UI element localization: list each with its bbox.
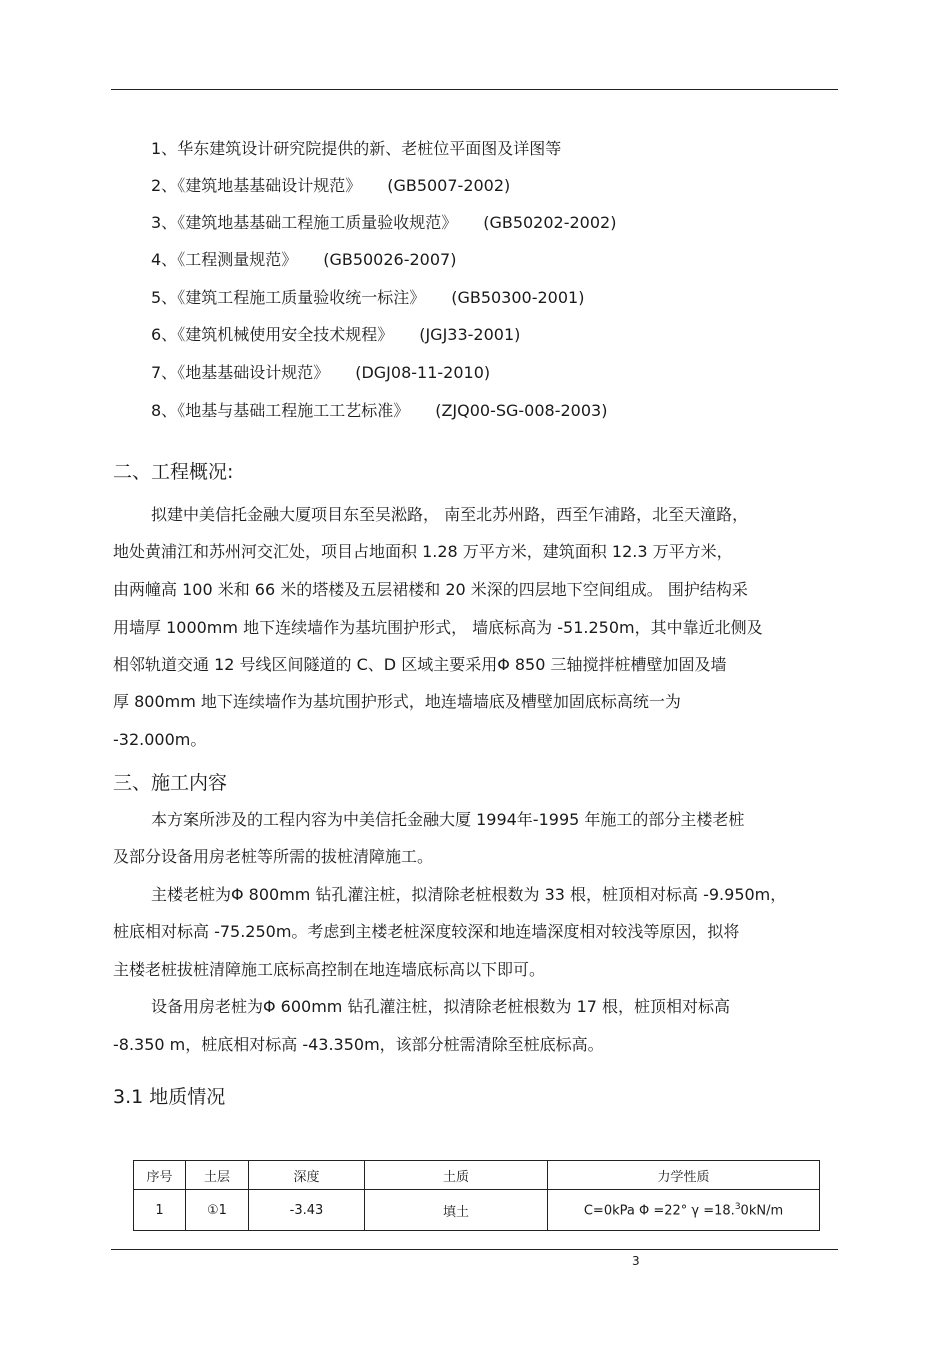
paragraph-line: 相邻轨道交通 12 号线区间隧道的 C、D 区域主要采用Φ 850 三轴搅拌桩槽壁加固及墙 — [113, 655, 727, 674]
geology-table — [133, 1160, 820, 1231]
reference-item: 4、《工程测量规范》 (GB50026-2007) — [151, 250, 457, 269]
paragraph-line: -32.000m。 — [113, 730, 207, 749]
paragraph-line: 本方案所涉及的工程内容为中美信托金融大厦 1994年-1995 年施工的部分主楼老桩 — [151, 810, 745, 829]
table-header-cell: 序号 — [134, 1161, 186, 1190]
paragraph-line: 桩底相对标高 -75.250m。考虑到主楼老桩深度较深和地连墙深度相对较浅等原因，拟将 — [113, 922, 740, 941]
paragraph-line: 主楼老桩为Φ 800mm 钻孔灌注桩，拟清除老桩根数为 33 根，桩顶相对标高 -9.950m， — [151, 885, 787, 904]
table-cell: C=0kPa Φ =22° γ =18.$^3$0kN/m — [548, 1190, 820, 1231]
reference-item: 3、《建筑地基基础工程施工质量验收规范》 (GB50202-2002) — [151, 213, 617, 232]
paragraph-line: 用墙厚 1000mm 地下连续墙作为基坑围护形式， 墙底标高为 -51.250m，其中靠近北侧及 — [113, 618, 763, 637]
table-header-cell: 土质 — [365, 1161, 548, 1190]
paragraph-line: 厚 800mm 地下连续墙作为基坑围护形式，地连墙墙底及槽壁加固底标高统一为 — [113, 692, 681, 711]
table-cell: 1 — [134, 1190, 186, 1231]
paragraph-line: 地处黄浦江和苏州河交汇处，项目占地面积 1.28 万平方米，建筑面积 12.3 万平方米， — [113, 542, 733, 561]
table-header-cell: 力学性质 — [548, 1161, 820, 1190]
table-cell: ①1 — [186, 1190, 249, 1231]
paragraph-line: 由两幢高 100 米和 66 米的塔楼及五层裙楼和 20 米深的四层地下空间组成。 围护结构采 — [113, 580, 748, 599]
table-header-cell: 土层 — [186, 1161, 249, 1190]
section-heading-geology: 3.1 地质情况 — [113, 1086, 226, 1108]
reference-item: 2、《建筑地基基础设计规范》 (GB5007-2002) — [151, 176, 511, 195]
reference-item: 5、《建筑工程施工质量验收统一标注》 (GB50300-2001) — [151, 288, 585, 307]
reference-item: 1、华东建筑设计研究院提供的新、老桩位平面图及详图等 — [151, 139, 562, 158]
reference-item: 6、《建筑机械使用安全技术规程》 (JGJ33-2001) — [151, 325, 521, 344]
table-header-row — [134, 1161, 820, 1190]
section-heading-overview: 二、工程概况: — [113, 461, 234, 483]
header-rule — [111, 89, 838, 90]
paragraph-line: -8.350 m，桩底相对标高 -43.350m，该部分桩需清除至桩底标高。 — [113, 1035, 604, 1054]
table-header-cell: 深度 — [249, 1161, 365, 1190]
section-heading-construction: 三、施工内容 — [113, 772, 228, 794]
table-cell: 填土 — [365, 1190, 548, 1231]
paragraph-line: 设备用房老桩为Φ 600mm 钻孔灌注桩，拟清除老桩根数为 17 根，桩顶相对标高 — [151, 997, 731, 1016]
footer-rule — [111, 1249, 838, 1250]
reference-item: 8、《地基与基础工程施工工艺标准》 (ZJQ00-SG-008-2003) — [151, 401, 608, 420]
table-cell: -3.43 — [249, 1190, 365, 1231]
paragraph-line: 及部分设备用房老桩等所需的拔桩清障施工。 — [113, 847, 434, 866]
reference-item: 7、《地基基础设计规范》 (DGJ08-11-2010) — [151, 363, 491, 382]
page-number: 3 — [632, 1254, 640, 1268]
table-row — [134, 1190, 820, 1231]
paragraph-line: 主楼老桩拔桩清障施工底标高控制在地连墙底标高以下即可。 — [113, 960, 546, 979]
paragraph-line: 拟建中美信托金融大厦项目东至吴淞路， 南至北苏州路，西至乍浦路，北至天潼路， — [151, 505, 749, 524]
